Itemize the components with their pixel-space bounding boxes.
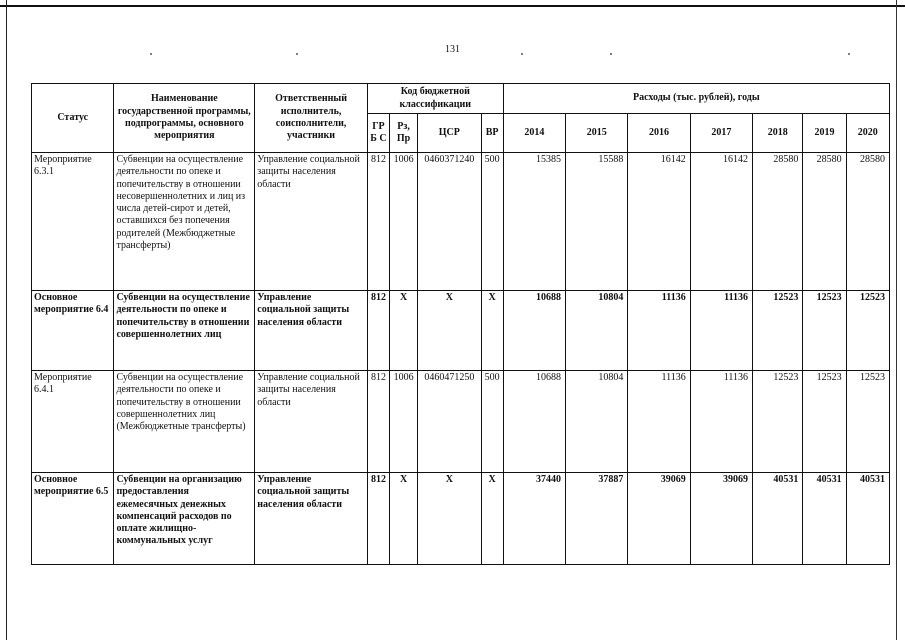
cell-csr: X xyxy=(418,291,481,371)
header-year: 2017 xyxy=(690,114,752,153)
cell-value: 11136 xyxy=(690,291,752,371)
cell-value: 10804 xyxy=(566,291,628,371)
cell-value: 12523 xyxy=(803,371,846,473)
cell-grbs: 812 xyxy=(367,371,389,473)
cell-vr: X xyxy=(481,291,503,371)
cell-responsible: Управление социальной защиты населения области xyxy=(255,291,368,371)
budget-table xyxy=(31,83,890,565)
cell-value: 16142 xyxy=(690,153,752,291)
cell-value: 11136 xyxy=(690,371,752,473)
table-row xyxy=(32,153,890,291)
cell-value: 37440 xyxy=(503,473,565,565)
header-row-top xyxy=(32,84,890,114)
header-year: 2016 xyxy=(628,114,690,153)
scan-border-right xyxy=(896,0,897,640)
header-year: 2020 xyxy=(846,114,889,153)
cell-responsible: Управление социальной защиты населения области xyxy=(255,371,368,473)
cell-grbs: 812 xyxy=(367,291,389,371)
cell-value: 12523 xyxy=(846,371,889,473)
cell-value: 10688 xyxy=(503,291,565,371)
cell-status: Основное мероприятие 6.5 xyxy=(32,473,114,565)
cell-value: 12523 xyxy=(753,371,803,473)
cell-grbs: 812 xyxy=(367,153,389,291)
header-vr: ВР xyxy=(481,114,503,153)
cell-status: Основное мероприятие 6.4 xyxy=(32,291,114,371)
cell-value: 40531 xyxy=(846,473,889,565)
cell-name: Субвенции на осуществление деятельности по опеке и попечительству в отношении совершеннолетних лиц xyxy=(114,291,255,371)
cell-value: 12523 xyxy=(846,291,889,371)
header-status: Статус xyxy=(32,84,114,153)
cell-value: 16142 xyxy=(628,153,690,291)
cell-vr: 500 xyxy=(481,153,503,291)
header-csr: ЦСР xyxy=(418,114,481,153)
header-rzpr: Рз, Пр xyxy=(390,114,418,153)
cell-rzpr: X xyxy=(390,291,418,371)
cell-csr: 0460371240 xyxy=(418,153,481,291)
cell-value: 15385 xyxy=(503,153,565,291)
header-budget-code: Код бюджетной классификации xyxy=(367,84,503,114)
table-row xyxy=(32,371,890,473)
cell-vr: X xyxy=(481,473,503,565)
cell-value: 40531 xyxy=(753,473,803,565)
cell-value: 10804 xyxy=(566,371,628,473)
cell-value: 40531 xyxy=(803,473,846,565)
cell-vr: 500 xyxy=(481,371,503,473)
cell-rzpr: X xyxy=(390,473,418,565)
page-number: 131 xyxy=(445,44,460,55)
cell-rzpr: 1006 xyxy=(390,153,418,291)
cell-status: Мероприятие 6.4.1 xyxy=(32,371,114,473)
cell-value: 15588 xyxy=(566,153,628,291)
header-expenses: Расходы (тыс. рублей), годы xyxy=(503,84,889,114)
table-row xyxy=(32,473,890,565)
cell-name: Субвенции на осуществление деятельности по опеке и попечительству в отношении совершеннолетних лиц (Межбюджетные трансферты) xyxy=(114,371,255,473)
cell-value: 37887 xyxy=(566,473,628,565)
header-year: 2015 xyxy=(566,114,628,153)
cell-responsible: Управление социальной защиты населения области xyxy=(255,153,368,291)
cell-name: Субвенции на осуществление деятельности по опеке и попечительству в отношении несовершеннолетних и лиц из числа детей-сирот и детей, оставшихся без попечения родителей (Межбюджетные трансферты) xyxy=(114,153,255,291)
cell-grbs: 812 xyxy=(367,473,389,565)
cell-status: Мероприятие 6.3.1 xyxy=(32,153,114,291)
header-year: 2019 xyxy=(803,114,846,153)
cell-value: 39069 xyxy=(690,473,752,565)
cell-value: 11136 xyxy=(628,371,690,473)
cell-responsible: Управление социальной защиты населения области xyxy=(255,473,368,565)
cell-value: 11136 xyxy=(628,291,690,371)
cell-csr: 0460471250 xyxy=(418,371,481,473)
cell-value: 28580 xyxy=(846,153,889,291)
cell-value: 12523 xyxy=(803,291,846,371)
cell-value: 28580 xyxy=(803,153,846,291)
cell-csr: X xyxy=(418,473,481,565)
header-grbs: ГРБ С xyxy=(367,114,389,153)
scan-border-top xyxy=(0,5,905,7)
cell-value: 12523 xyxy=(753,291,803,371)
cell-name: Субвенции на организацию предоставления ежемесячных денежных компенсаций расходов по оплате жилищно-коммунальных услуг xyxy=(114,473,255,565)
cell-value: 28580 xyxy=(753,153,803,291)
cell-value: 10688 xyxy=(503,371,565,473)
header-year: 2018 xyxy=(753,114,803,153)
header-year: 2014 xyxy=(503,114,565,153)
header-responsible: Ответственный исполнитель, соисполнители, участники xyxy=(255,84,368,153)
scan-border-left xyxy=(6,0,7,640)
cell-rzpr: 1006 xyxy=(390,371,418,473)
cell-value: 39069 xyxy=(628,473,690,565)
table-row xyxy=(32,291,890,371)
header-name: Наименование государственной программы, подпрограммы, основного мероприятия xyxy=(114,84,255,153)
